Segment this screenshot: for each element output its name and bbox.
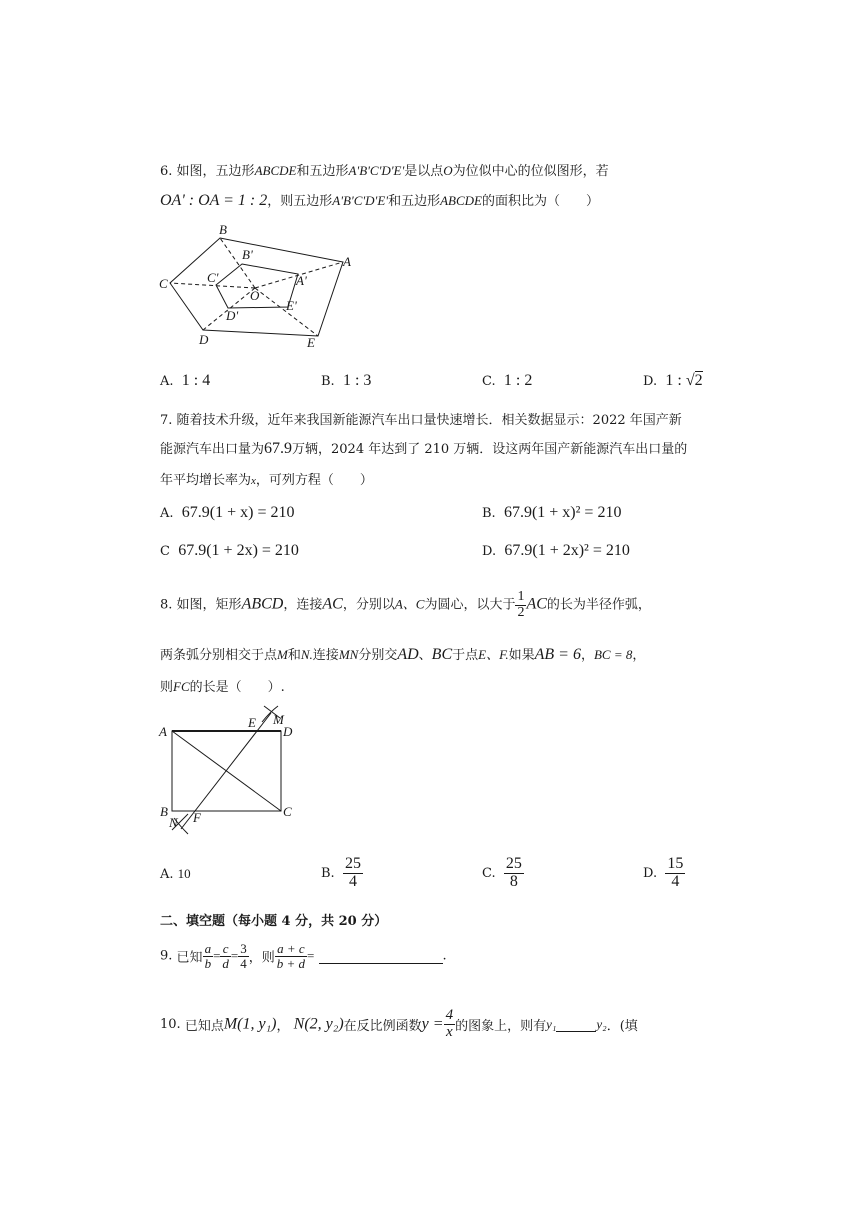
q6-ratio: OA' : OA = 1 : 2 [160,192,268,209]
q9-answer-blank[interactable] [319,948,443,964]
q8-number: 8. [160,597,173,613]
q6-number: 6. [160,164,173,179]
q7-option-a[interactable]: A. 67.9(1 + x) = 210 [160,504,295,521]
q6-line1: 6. 如图，五边形ABCDE和五边形A'B'C'D'E'是以点O为位似中心的位似图形，若 [160,163,609,179]
label-A: A [159,724,167,739]
q8-line3: 则FC的长是（ ）. [160,679,285,695]
q8-option-d[interactable]: D. $\frac{15}{4}$ [643,855,684,890]
label-C1: C' [207,270,219,285]
label-M: M [273,712,284,727]
label-O: O [250,288,260,303]
label-A: A [343,254,351,269]
q8-rectangle-figure [155,700,300,840]
q7-line3: 年平均增长率为x，可列方程（ ） [160,473,373,488]
q7-option-d[interactable]: D. 67.9(1 + 2x)² = 210 [482,542,630,559]
q6-line2: OA' : OA = 1 : 2，则五边形A'B'C'D'E'和五边形ABCDE的面积比为（ ） [160,192,599,209]
q7-option-c[interactable]: C 67.9(1 + 2x) = 210 [160,542,299,559]
q8-option-a[interactable]: A. 10 [160,866,191,882]
outer-pentagon [170,238,343,336]
label-E: E [307,335,315,350]
label-B1: B' [242,247,253,262]
q8-option-c[interactable]: C. $\frac{25}{8}$ [482,855,522,890]
q7-option-b[interactable]: B. 67.9(1 + x)² = 210 [482,504,622,521]
q10-answer-blank[interactable] [556,1016,596,1032]
q8-line1: 8. 如图，矩形ABCD，连接AC，分别以A、C为圆心，以大于 $\frac{1}{2}$ AC的长为半径作弧， [160,589,651,620]
q7-line1: 7. 随着技术升级，近年来我国新能源汽车出口量快速增长．相关数据显示：2022 年国产新 [160,413,682,428]
label-B: B [219,222,227,237]
label-D1: D' [226,308,239,323]
q10-number: 10. [160,1016,181,1032]
label-A1: A' [296,273,307,288]
q6-option-d[interactable]: D. 1 : √2 [643,372,703,389]
section-title-fill-in: 二、填空题（每小题 4 分，共 20 分） [160,914,388,929]
label-C: C [283,804,292,819]
q6-option-a[interactable]: A. 1 : 4 [160,372,211,389]
q6-pentagon-figure [150,220,370,355]
q9-line: 9. 已知 $\frac{a}{b}$ = $\frac{c}{d}$ = $\frac{3}{4}$ ，则 $\frac{a + c}{b + d}$ = . [160,941,447,971]
q10-line: 10. 已知点M(1, y₁)， N(2, y₂)在反比例函数y = $\frac{4}{x}$ 的图象上，则有y₁ y₂．(填 [160,1007,638,1040]
label-C: C [159,276,168,291]
q8-half-fraction: $\frac{1}{2}$ [517,589,525,620]
label-D: D [283,724,293,739]
sqrt-symbol: √ [685,372,695,389]
q7-number: 7. [160,413,173,428]
q8-option-b[interactable]: B. $\frac{25}{4}$ [321,855,361,890]
q6-option-b[interactable]: B. 1 : 3 [321,372,372,389]
label-E: E [248,715,256,730]
q7-line2: 能源汽车出口量为67.9万辆，2024 年达到了 210 万辆．设这两年国产新能源汽车出口量的 [160,440,688,457]
label-D: D [199,332,209,347]
q8-line2: 两条弧分别相交于点M和N.连接MN分别交AD、BC于点E、F.如果AB = 6，BC = 8， [160,646,646,663]
label-F: F [193,810,201,825]
q9-number: 9. [160,948,173,964]
q6-option-c[interactable]: C. 1 : 2 [482,372,533,389]
label-B: B [160,804,168,819]
label-E1: E' [286,298,297,313]
label-N: N [169,815,178,830]
